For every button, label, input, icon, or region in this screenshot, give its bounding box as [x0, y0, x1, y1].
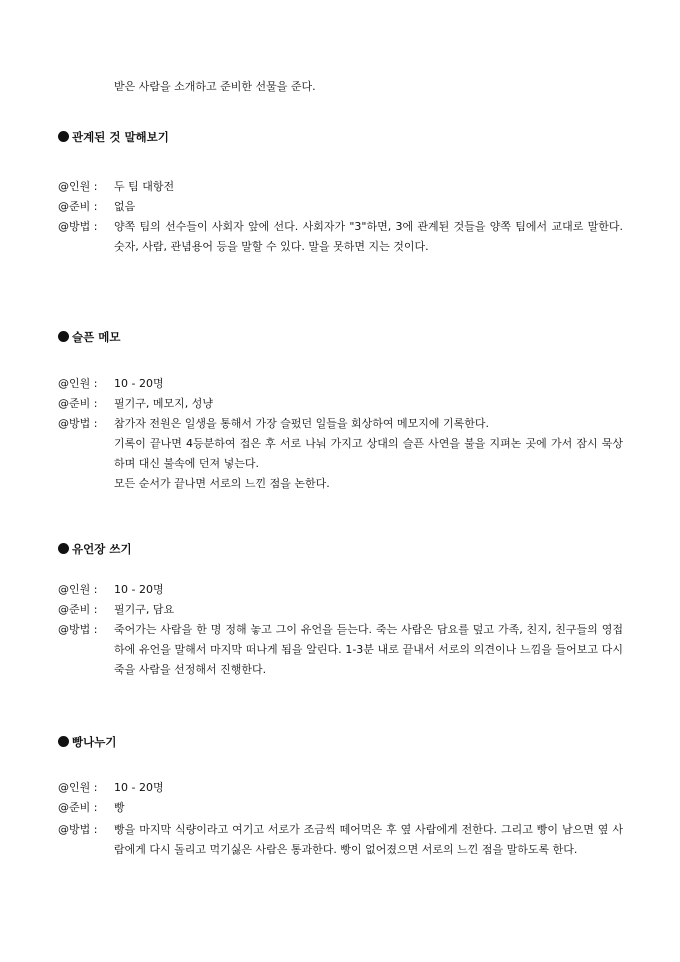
field-prep	[58, 394, 623, 414]
bullet-icon	[58, 131, 69, 142]
section-title: 슬픈 메모	[72, 330, 121, 344]
label-method: @방법 :	[58, 220, 98, 233]
method-extra-paragraph: 모든 순서가 끝나면 서로의 느낀 점을 논한다.	[114, 477, 330, 490]
intro-line: 받은 사람을 소개하고 준비한 선물을 준다.	[114, 80, 316, 93]
value-people: 두 팀 대항전	[114, 180, 175, 193]
field-prep	[58, 600, 623, 620]
field-method	[58, 620, 623, 680]
section-heading-3	[58, 539, 132, 559]
label-people: @인원 :	[58, 180, 98, 193]
field-prep	[58, 197, 623, 217]
field-method	[58, 820, 623, 880]
section-title: 빵나누기	[72, 735, 117, 749]
value-prep: 필기구, 메모지, 성냥	[114, 397, 213, 410]
field-prep	[58, 798, 623, 818]
field-people	[58, 778, 623, 798]
value-method: 양쪽 팀의 선수들이 사회자 앞에 선다. 사회자가 "3"하면, 3에 관계된 것들을 양쪽 팀에서 교대로 말한다. 숫자, 사람, 관념용어 등을 말할 수 있다. 말을 못하면 지는 것이다.	[114, 220, 623, 253]
method-extra-paragraph: 기록이 끝나면 4등분하여 접은 후 서로 나눠 가지고 상대의 슬픈 사연을 불을 지펴논 곳에 가서 잠시 묵상하며 대신 불속에 던져 넣는다.	[114, 437, 623, 470]
value-prep: 빵	[114, 801, 125, 814]
section-heading-4	[58, 732, 116, 752]
field-method	[58, 414, 623, 434]
label-prep: @준비 :	[58, 603, 98, 616]
label-prep: @준비 :	[58, 397, 98, 410]
field-people	[58, 374, 623, 394]
value-prep: 없음	[114, 200, 136, 213]
section-title: 관계된 것 말해보기	[72, 130, 169, 144]
value-method: 참가자 전원은 일생을 통해서 가장 슬펐던 일들을 회상하여 메모지에 기록한다.	[114, 417, 489, 430]
value-method: 죽어가는 사람을 한 명 정해 놓고 그이 유언을 듣는다. 죽는 사람은 담요를 덮고 가족, 친지, 친구들의 영접하에 유언을 말해서 마지막 떠나게 됨을 알린다. 1-3분 내로 끝내서 서로의 의견이나 느낌을 들어보고 다시 죽을 사람을 선정해서 진행한다.	[114, 623, 623, 676]
label-people: @인원 :	[58, 377, 98, 390]
label-prep: @준비 :	[58, 200, 98, 213]
label-method: @방법 :	[58, 823, 98, 836]
bullet-icon	[58, 736, 69, 747]
field-people	[58, 177, 623, 197]
label-method: @방법 :	[58, 417, 98, 430]
field-method	[58, 217, 623, 277]
label-method: @방법 :	[58, 623, 98, 636]
section-title: 유언장 쓰기	[72, 542, 132, 556]
label-people: @인원 :	[58, 583, 98, 596]
bullet-icon	[58, 543, 69, 554]
value-prep: 필기구, 담요	[114, 603, 175, 616]
section-heading-1	[58, 127, 169, 147]
value-method: 빵을 마지막 식량이라고 여기고 서로가 조금씩 떼어먹은 후 옆 사람에게 전한다. 그리고 빵이 남으면 옆 사람에게 다시 돌리고 먹기싫은 사람은 통과한다. 빵이 없어졌으면 서로의 느낀 점을 말하도록 한다.	[114, 823, 623, 856]
field-people	[58, 580, 623, 600]
bullet-icon	[58, 331, 69, 342]
value-people: 10 - 20명	[114, 781, 164, 794]
label-people: @인원 :	[58, 781, 98, 794]
label-prep: @준비 :	[58, 801, 98, 814]
value-people: 10 - 20명	[114, 583, 164, 596]
value-people: 10 - 20명	[114, 377, 164, 390]
section-heading-2	[58, 327, 120, 347]
